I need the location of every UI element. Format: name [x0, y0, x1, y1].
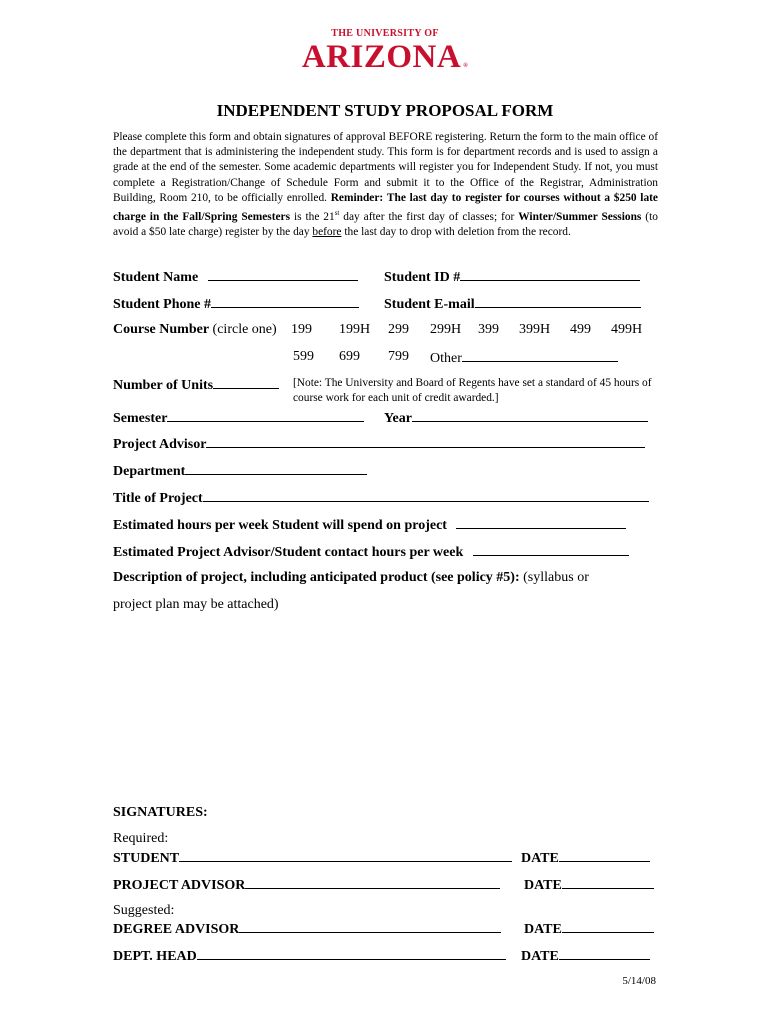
- logo-line2: ARIZONA ®: [301, 39, 469, 75]
- units-row: [113, 376, 279, 394]
- description-note: (syllabus or: [523, 570, 589, 585]
- degree-date-row: [524, 920, 654, 938]
- year-row: [384, 409, 648, 427]
- project-title-row: [113, 489, 649, 507]
- units-label: Number of Units: [113, 378, 214, 393]
- description-row: [113, 570, 589, 586]
- advisor-signature-field[interactable]: [245, 876, 500, 889]
- student-date-label: DATE: [521, 851, 559, 866]
- course-option-399[interactable]: 399: [478, 322, 499, 337]
- student-name-label: Student Name: [113, 270, 199, 285]
- degree-advisor-label: DEGREE ADVISOR: [113, 922, 240, 937]
- advisor-date-label: DATE: [524, 878, 562, 893]
- degree-date-field[interactable]: [562, 920, 654, 933]
- circle-one-label: (circle one): [212, 322, 277, 337]
- contact-hours-row: [113, 543, 629, 561]
- required-label: Required:: [113, 831, 169, 846]
- course-option-299h[interactable]: 299H: [430, 322, 462, 337]
- dept-head-row: [113, 947, 506, 965]
- degree-advisor-field[interactable]: [239, 920, 501, 933]
- logo-line1: THE UNIVERSITY OF: [331, 28, 439, 39]
- advisor-sig-label: PROJECT ADVISOR: [113, 878, 246, 893]
- description-label: Description of project, including anticipated product (see policy #5):: [113, 570, 520, 585]
- course-option-299[interactable]: 299: [388, 322, 409, 337]
- other-label: Other: [430, 351, 462, 366]
- student-date-field[interactable]: [559, 849, 650, 862]
- dept-head-date-field[interactable]: [559, 947, 650, 960]
- advisor-date-row: [524, 876, 654, 894]
- student-email-label: Student E-mail: [384, 297, 475, 312]
- year-label: Year: [384, 411, 412, 426]
- est-hours-field[interactable]: [456, 516, 626, 529]
- student-date-row: [521, 849, 650, 867]
- course-option-499[interactable]: 499: [570, 322, 591, 337]
- semester-row: [113, 409, 364, 427]
- dept-head-field[interactable]: [197, 947, 506, 960]
- est-hours-label: Estimated hours per week Student will spend on project: [113, 518, 447, 533]
- dept-head-date-label: DATE: [521, 949, 559, 964]
- course-option-599[interactable]: 599: [293, 349, 314, 364]
- student-phone-label: Student Phone #: [113, 297, 212, 312]
- project-title-label: Title of Project: [113, 491, 203, 506]
- project-title-field[interactable]: [203, 489, 649, 502]
- contact-hours-field[interactable]: [473, 543, 629, 556]
- course-option-699[interactable]: 699: [339, 349, 360, 364]
- est-hours-row: [113, 516, 626, 534]
- revision-date: 5/14/08: [622, 975, 656, 987]
- student-signature-field[interactable]: [179, 849, 512, 862]
- instructions-paragraph: Please complete this form and obtain signatures of approval BEFORE registering. Return the form to the main office of the department that is administering the independent study. This form is for department records and is used to assign a grade at the end of the semester. Some academic departments will register you for Independent Study. If not, you must complete a Registration/Change of Schedule Form and submit it to the Office of the Registrar, Administration Building, Room 210, to be officially enrolled. Reminder: The last day to register for courses without a $250 late charge in the Fall/Spring Semesters is the 21st day after the first day of classes; for Winter/Summer Sessions (to avoid a $50 late charge) register by the day before the last day to drop with deletion from the record.: [113, 131, 658, 239]
- signatures-heading: SIGNATURES:: [113, 805, 208, 820]
- contact-hours-label: Estimated Project Advisor/Student contact hours per week: [113, 545, 464, 560]
- advisor-date-field[interactable]: [562, 876, 654, 889]
- project-advisor-label: Project Advisor: [113, 437, 207, 452]
- project-advisor-field[interactable]: [206, 435, 645, 448]
- year-field[interactable]: [412, 409, 648, 422]
- department-field[interactable]: [185, 462, 367, 475]
- degree-date-label: DATE: [524, 922, 562, 937]
- units-field[interactable]: [213, 376, 279, 389]
- course-option-199h[interactable]: 199H: [339, 322, 371, 337]
- course-option-799[interactable]: 799: [388, 349, 409, 364]
- project-advisor-row: [113, 435, 645, 453]
- student-id-label: Student ID #: [384, 270, 461, 285]
- course-option-399h[interactable]: 399H: [519, 322, 551, 337]
- student-id-row: [384, 268, 640, 286]
- degree-advisor-row: [113, 920, 501, 938]
- description-note-line2: project plan may be attached): [113, 597, 279, 612]
- form-title: INDEPENDENT STUDY PROPOSAL FORM: [216, 101, 554, 120]
- student-phone-field[interactable]: [211, 295, 359, 308]
- university-logo: [0, 29, 770, 74]
- student-email-row: [384, 295, 641, 313]
- semester-label: Semester: [113, 411, 168, 426]
- student-name-field[interactable]: [208, 268, 358, 281]
- course-option-199[interactable]: 199: [291, 322, 312, 337]
- dept-head-date-row: [521, 947, 650, 965]
- dept-head-label: DEPT. HEAD: [113, 949, 197, 964]
- advisor-signature-row: [113, 876, 500, 894]
- units-note: [Note: The University and Board of Regents have set a standard of 45 hours of course work for each unit of credit awarded.]: [293, 377, 652, 405]
- course-number-row: [113, 322, 277, 338]
- student-name-row: [113, 268, 358, 286]
- student-signature-row: [113, 849, 512, 867]
- student-email-field[interactable]: [475, 295, 641, 308]
- student-id-field[interactable]: [460, 268, 640, 281]
- semester-field[interactable]: [167, 409, 364, 422]
- department-row: [113, 462, 367, 480]
- course-number-label: Course Number: [113, 322, 210, 337]
- other-course-field[interactable]: [462, 349, 618, 362]
- suggested-label: Suggested:: [113, 903, 175, 918]
- course-option-499h[interactable]: 499H: [611, 322, 643, 337]
- student-sig-label: STUDENT: [113, 851, 180, 866]
- department-label: Department: [113, 464, 186, 479]
- student-phone-row: [113, 295, 359, 313]
- course-option-other: [430, 349, 618, 367]
